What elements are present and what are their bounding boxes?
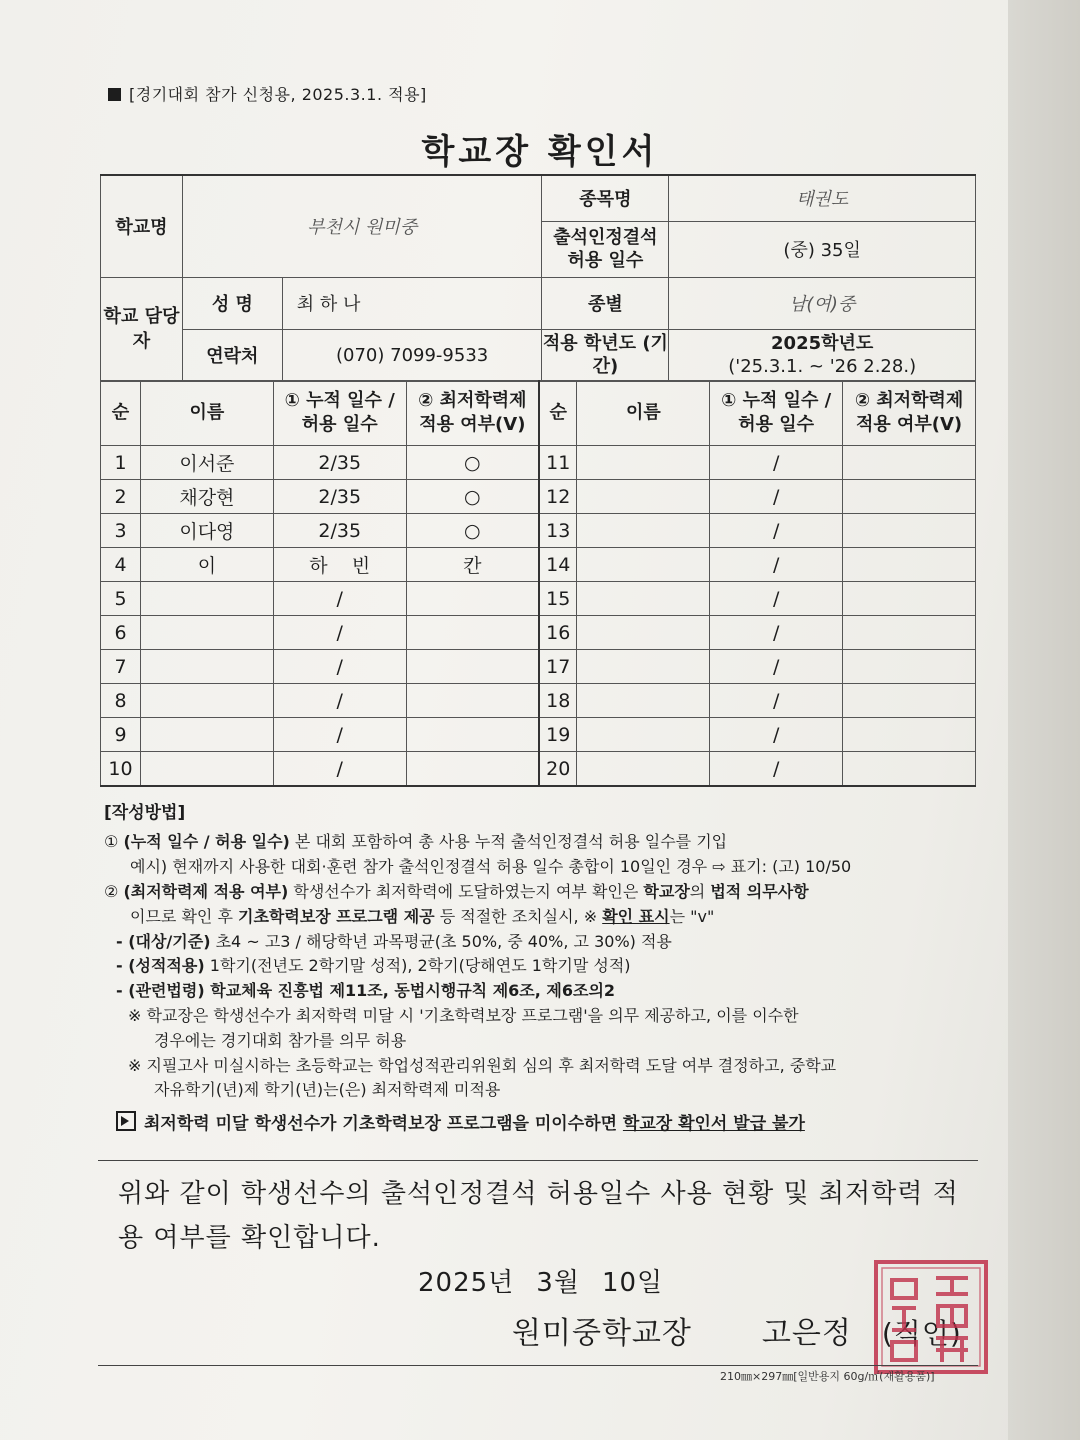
instruction-1-heading: (누적 일수 / 허용 일수) — [123, 832, 290, 852]
days-value: (중) 35일 — [669, 221, 976, 277]
issue-date — [418, 1262, 685, 1299]
contact-label: 연락처 — [182, 329, 282, 381]
row-name: 이서준 — [140, 446, 273, 480]
row-days: / — [273, 650, 406, 684]
row-min — [843, 684, 976, 718]
row-no: 11 — [539, 446, 577, 480]
col-min-right: ② 최저학력제 적용 여부(V) — [843, 381, 976, 446]
info-table — [100, 174, 976, 382]
document-title: 학교장 확인서 — [421, 132, 659, 172]
header-note — [108, 82, 427, 105]
row-min — [406, 582, 539, 616]
instruction-2-cont-b: 등 적절한 조치실시, ※ — [434, 906, 603, 926]
row-no: 18 — [539, 684, 577, 718]
sport-value: 태권도 — [669, 175, 976, 221]
instruction-2 — [104, 880, 984, 905]
table-row — [101, 446, 976, 480]
col-no-right: 순 — [539, 381, 577, 446]
row-min — [406, 718, 539, 752]
row-name — [577, 446, 710, 480]
row-name — [577, 718, 710, 752]
arrow-box-icon — [116, 1111, 136, 1131]
row-no: 8 — [101, 684, 141, 718]
instruction-target — [104, 930, 984, 955]
row-name — [140, 650, 273, 684]
row-days: / — [710, 582, 843, 616]
grades-heading: - (성적적용) — [116, 956, 205, 976]
instruction-2-program: 기초학력보장 프로그램 제공 — [238, 906, 435, 926]
signer-name: 고은정 — [761, 1316, 852, 1351]
target-text: 초4 ~ 고3 / 해당학년 과목평균(초 50%, 중 40%, 고 30%) 적용 — [210, 931, 672, 951]
row-days: / — [273, 582, 406, 616]
row-no: 9 — [101, 718, 141, 752]
gender-value: 남(여)중 — [669, 277, 976, 329]
row-name — [577, 582, 710, 616]
target-heading: - (대상/기준) — [116, 931, 211, 951]
instruction-2-principal: 학교장 — [643, 881, 690, 901]
row-min — [843, 718, 976, 752]
date-month: 3월 — [536, 1268, 580, 1298]
row-min: ○ — [406, 446, 539, 480]
instruction-laws — [104, 979, 984, 1004]
instruction-1-text: 본 대회 포함하여 총 사용 누적 출석인정결석 허용 일수를 기입 — [289, 832, 728, 852]
row-no: 2 — [101, 480, 141, 514]
year-value: 2025학년도 — [771, 332, 874, 354]
row-no: 19 — [539, 718, 577, 752]
square-bullet-icon — [108, 88, 121, 101]
row-days: / — [710, 650, 843, 684]
row-min — [843, 650, 976, 684]
row-days: 2/35 — [273, 514, 406, 548]
row-days: / — [710, 480, 843, 514]
row-name: 채강현 — [140, 480, 273, 514]
table-row — [101, 684, 976, 718]
row-min — [406, 684, 539, 718]
instruction-grades — [104, 954, 984, 979]
row-no: 7 — [101, 650, 141, 684]
row-min — [843, 446, 976, 480]
table-row — [101, 548, 976, 582]
col-no: 순 — [101, 381, 141, 446]
gender-label: 종별 — [542, 277, 669, 329]
row-name — [140, 718, 273, 752]
laws-text: 학교체육 진흥법 제11조, 동법시행규칙 제6조, 제6조의2 — [204, 981, 616, 1001]
note-2-cont: 자유학기(년)제 학기(년)는(은) 최저학력제 미적용 — [154, 1080, 501, 1100]
divider — [98, 1160, 978, 1161]
instruction-2-cont — [104, 905, 984, 930]
note-2: ※ 지필고사 미실시하는 초등학교는 학업성적관리위원회 심의 후 최저학력 도달 여부 결정하고, 중학교 — [128, 1055, 837, 1075]
manager-label: 학교 담당자 — [101, 277, 183, 381]
contact-value: (070) 7099-9533 — [282, 329, 542, 381]
table-row — [101, 752, 976, 787]
sport-label: 종목명 — [542, 175, 669, 221]
row-min — [843, 548, 976, 582]
row-min — [406, 616, 539, 650]
table-row — [101, 650, 976, 684]
col-name-right: 이름 — [577, 381, 710, 446]
instruction-2-cont-c: 는 "v" — [669, 906, 715, 926]
row-name: 이 — [140, 548, 273, 582]
row-min — [843, 582, 976, 616]
row-name — [577, 616, 710, 650]
row-days: / — [273, 616, 406, 650]
athlete-table — [100, 380, 976, 787]
row-no: 12 — [539, 480, 577, 514]
athlete-table-header — [101, 381, 976, 446]
row-min — [406, 752, 539, 787]
row-days: / — [710, 616, 843, 650]
paper-spec: 210㎜×297㎜[일반용지 60g/㎡(재활용품)] — [720, 1370, 935, 1383]
row-name — [577, 480, 710, 514]
col-name: 이름 — [140, 381, 273, 446]
instruction-2-mark: 확인 표시 — [602, 906, 670, 926]
page-edge — [1008, 0, 1080, 1440]
row-days: / — [710, 718, 843, 752]
row-no: 16 — [539, 616, 577, 650]
row-days: / — [710, 684, 843, 718]
row-days: / — [273, 752, 406, 787]
signer-school: 원미중학교장 — [512, 1316, 692, 1351]
row-no: 10 — [101, 752, 141, 787]
row-min: ○ — [406, 514, 539, 548]
row-days: / — [710, 548, 843, 582]
row-days: / — [710, 514, 843, 548]
row-name — [140, 684, 273, 718]
row-days: 하 빈 — [273, 548, 406, 582]
instructions-title: [작성방법] — [104, 803, 186, 823]
year-cell — [669, 329, 976, 381]
row-days: / — [710, 446, 843, 480]
school-label: 학교명 — [101, 175, 183, 277]
row-min — [406, 650, 539, 684]
days-label: 출석인정결석 허용 일수 — [542, 221, 669, 277]
number-1: ① — [104, 832, 119, 852]
row-min — [843, 480, 976, 514]
row-no: 17 — [539, 650, 577, 684]
row-min: 칸 — [406, 548, 539, 582]
note-1: ※ 학교장은 학생선수가 최저학력 미달 시 '기초학력보장 프로그램'을 의무 제공하고, 이를 이수한 — [128, 1005, 799, 1025]
row-no: 14 — [539, 548, 577, 582]
table-row — [101, 582, 976, 616]
row-days: / — [273, 718, 406, 752]
col-min: ② 최저학력제 적용 여부(V) — [406, 381, 539, 446]
row-min — [843, 514, 976, 548]
row-no: 4 — [101, 548, 141, 582]
row-name — [140, 752, 273, 787]
instruction-2-cont-a: 이므로 확인 후 — [130, 906, 238, 926]
period-value: ('25.3.1. ~ '26 2.28.) — [728, 356, 917, 377]
row-name — [577, 650, 710, 684]
row-no: 6 — [101, 616, 141, 650]
header-note-text: [경기대회 참가 신청용, 2025.3.1. 적용] — [129, 85, 427, 104]
row-no: 20 — [539, 752, 577, 787]
notice-text: 최저학력 미달 학생선수가 기초학력보장 프로그램을 미이수하면 — [144, 1114, 623, 1135]
instruction-2-text: 학생선수가 최저학력에 도달하였는지 여부 확인은 — [288, 881, 644, 901]
row-name — [577, 548, 710, 582]
row-days: / — [273, 684, 406, 718]
row-min — [843, 616, 976, 650]
name-value: 최 하 나 — [282, 277, 542, 329]
confirmation-text: 위와 같이 학생선수의 출석인정결석 허용일수 사용 현황 및 최저학력 적용 여부를 확인합니다. — [118, 1179, 959, 1254]
issuance-notice — [104, 1111, 984, 1137]
row-name — [577, 752, 710, 787]
row-min — [843, 752, 976, 787]
instruction-2-heading: (최저학력제 적용 여부) — [123, 881, 289, 901]
table-row — [101, 514, 976, 548]
grades-text: 1학기(전년도 2학기말 성적), 2학기(당해연도 1학기말 성적) — [204, 956, 631, 976]
table-row — [101, 718, 976, 752]
instruction-1-example: 예시) 현재까지 사용한 대회·훈련 참가 출석인정결석 허용 일수 총합이 10일인 경우 ⇨ 표기: (고) 10/50 — [130, 857, 852, 877]
row-days: / — [710, 752, 843, 787]
date-day: 10일 — [601, 1268, 664, 1298]
seal-label: (직인) — [881, 1317, 962, 1350]
school-value: 부천시 원미중 — [182, 175, 542, 277]
row-name — [140, 616, 273, 650]
official-seal-icon — [872, 1258, 990, 1376]
row-min: ○ — [406, 480, 539, 514]
row-no: 3 — [101, 514, 141, 548]
laws-heading: - (관련법령) — [116, 981, 205, 1001]
table-row — [101, 616, 976, 650]
row-days: 2/35 — [273, 446, 406, 480]
row-no: 15 — [539, 582, 577, 616]
instructions — [104, 800, 984, 1137]
row-no: 1 — [101, 446, 141, 480]
row-days: 2/35 — [273, 480, 406, 514]
footer-divider — [98, 1365, 978, 1366]
instruction-2-particle: 의 — [689, 881, 711, 901]
name-label: 성 명 — [182, 277, 282, 329]
row-name — [140, 582, 273, 616]
table-row — [101, 480, 976, 514]
instruction-2-duty: 법적 의무사항 — [710, 881, 809, 901]
col-days-right: ① 누적 일수 / 허용 일수 — [710, 381, 843, 446]
year-label: 적용 학년도 (기간) — [542, 329, 669, 381]
row-no: 13 — [539, 514, 577, 548]
row-no: 5 — [101, 582, 141, 616]
row-name: 이다영 — [140, 514, 273, 548]
note-1-cont: 경우에는 경기대회 참가를 의무 허용 — [154, 1030, 407, 1050]
date-year: 2025년 — [418, 1268, 515, 1298]
instruction-1 — [104, 830, 984, 855]
notice-emphasis: 학교장 확인서 발급 불가 — [622, 1114, 805, 1135]
col-days: ① 누적 일수 / 허용 일수 — [273, 381, 406, 446]
row-name — [577, 514, 710, 548]
row-name — [577, 684, 710, 718]
number-2: ② — [104, 881, 119, 901]
